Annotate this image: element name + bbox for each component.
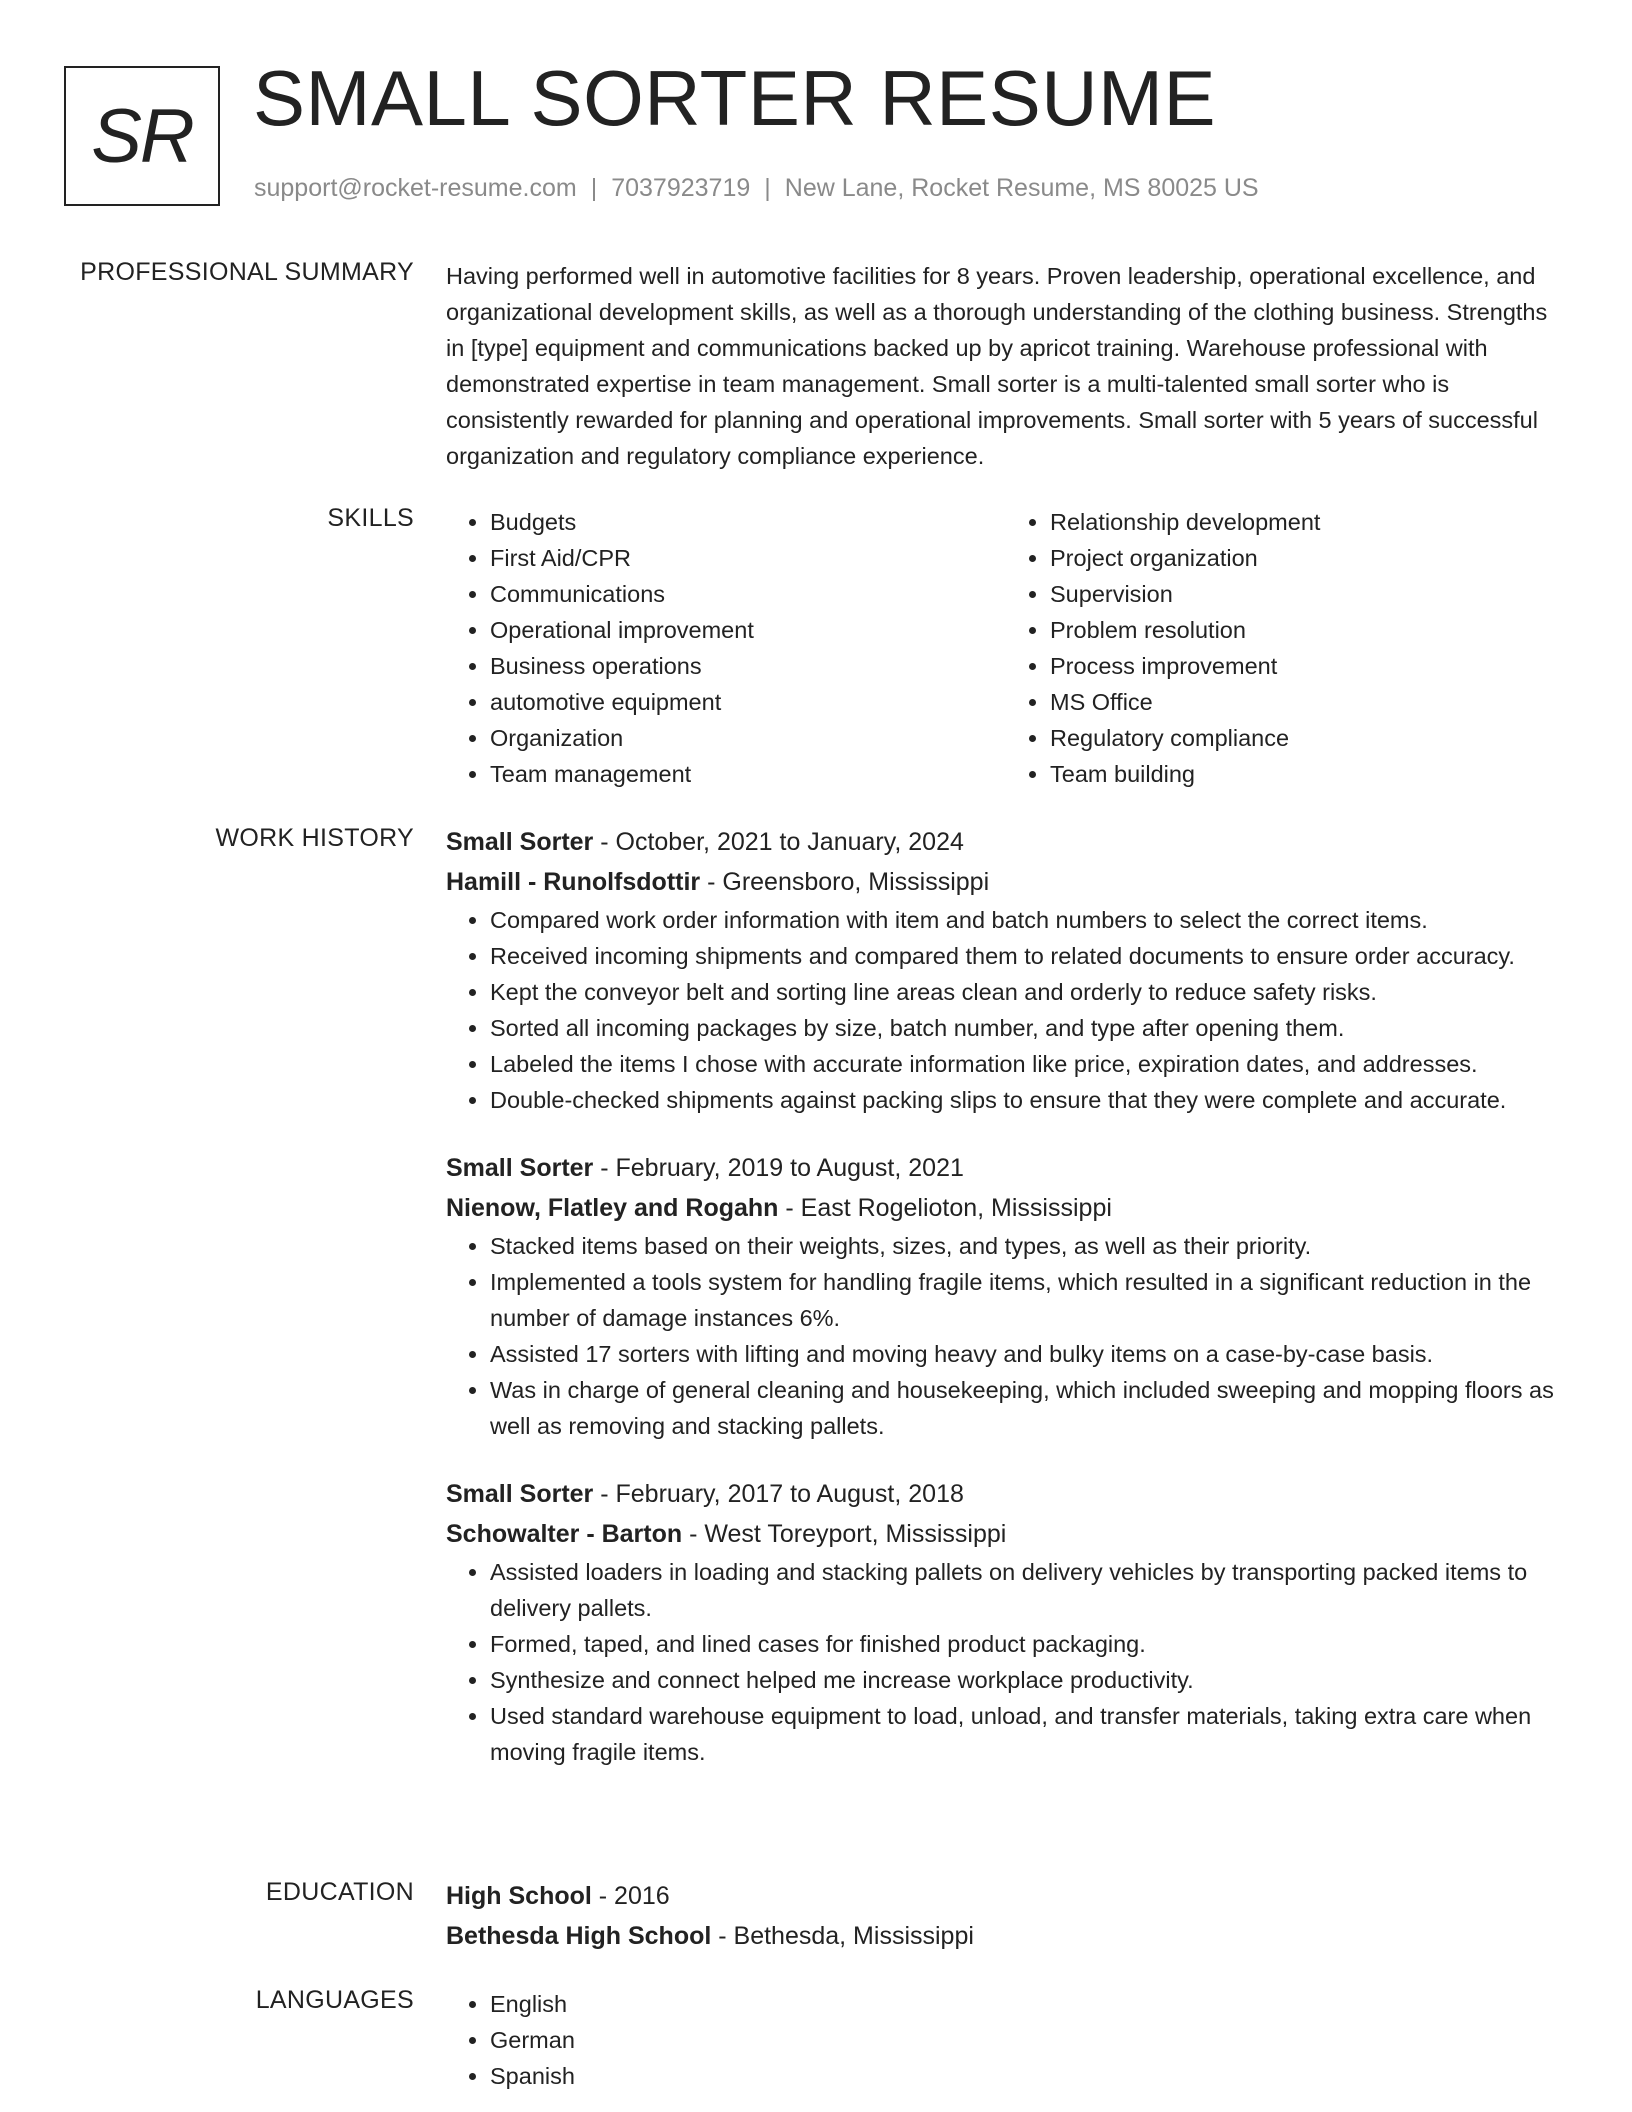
education-body	[446, 1876, 1566, 1956]
education-degree-line	[446, 1876, 1566, 1916]
job-dates: - October, 2021 to January, 2024	[593, 828, 964, 856]
summary-body	[446, 258, 1566, 474]
skill-item: • Business operations	[490, 648, 1006, 684]
languages-list	[446, 1986, 1566, 2094]
education-school-line	[446, 1916, 1566, 1956]
education-location: - Bethesda, Mississippi	[711, 1922, 974, 1950]
job-company-line	[446, 862, 1566, 902]
job-company: Hamill - Runolfsdottir	[446, 868, 701, 896]
job-bullet: • Kept the conveyor belt and sorting line areas clean and orderly to reduce safety risks.	[490, 974, 1566, 1010]
job-dates: - February, 2019 to August, 2021	[593, 1154, 964, 1182]
skill-item: • Project organization	[1050, 540, 1566, 576]
language-item: • English	[490, 1986, 1566, 2022]
skill-item: • Problem resolution	[1050, 612, 1566, 648]
contact-email: support@rocket-resume.com	[254, 174, 577, 202]
language-item: • German	[490, 2022, 1566, 2058]
skill-item: • Process improvement	[1050, 648, 1566, 684]
language-item: • Spanish	[490, 2058, 1566, 2094]
job-bullet: • Formed, taped, and lined cases for finished product packaging.	[490, 1626, 1566, 1662]
skills-body	[446, 504, 1566, 792]
skills-list-right	[1006, 504, 1566, 792]
section-label-skills: SKILLS	[327, 504, 414, 532]
skill-item: • Organization	[490, 720, 1006, 756]
job-bullet-list	[446, 1554, 1566, 1770]
job-title-line	[446, 822, 1566, 862]
summary-text: Having performed well in automotive facilities for 8 years. Proven leadership, operational excellence, and organizational development skills, as well as a thorough understanding of the clothing business. Strengths in [type] equipment and communications backed up by apricot training. Warehouse professional with demonstrated expertise in team management. Small sorter is a multi-talented small sorter who is consistently rewarded for planning and operational improvements. Small sorter with 5 years of successful organization and regulatory compliance experience.	[446, 263, 1548, 469]
job-bullet-list	[446, 1228, 1566, 1444]
job-bullet: • Assisted 17 sorters with lifting and moving heavy and bulky items on a case-by-case basis.	[490, 1336, 1566, 1372]
section-label-education: EDUCATION	[265, 1878, 414, 1906]
contact-separator: |	[764, 174, 771, 202]
education-year: - 2016	[591, 1882, 670, 1910]
job-entry	[446, 1148, 1566, 1444]
languages-body	[446, 1986, 1566, 2094]
job-location: - West Toreyport, Mississippi	[682, 1520, 1007, 1548]
education-degree: High School	[446, 1882, 592, 1910]
skill-item: • Communications	[490, 576, 1006, 612]
job-entry	[446, 1474, 1566, 1770]
job-entry	[446, 822, 1566, 1118]
job-title: Small Sorter	[446, 828, 594, 856]
job-bullet: • Assisted loaders in loading and stacking pallets on delivery vehicles by transporting packed items to delivery pallets.	[490, 1554, 1566, 1626]
section-label-languages: LANGUAGES	[255, 1986, 414, 2014]
job-company-line	[446, 1188, 1566, 1228]
skill-item: • Team building	[1050, 756, 1566, 792]
job-bullet: • Labeled the items I chose with accurate information like price, expiration dates, and addresses.	[490, 1046, 1566, 1082]
job-bullet: • Double-checked shipments against packing slips to ensure that they were complete and accurate.	[490, 1082, 1566, 1118]
job-company: Nienow, Flatley and Rogahn	[446, 1194, 779, 1222]
job-bullet: • Stacked items based on their weights, sizes, and types, as well as their priority.	[490, 1228, 1566, 1264]
job-bullet: • Compared work order information with item and batch numbers to select the correct items.	[490, 902, 1566, 938]
contact-address: New Lane, Rocket Resume, MS 80025 US	[784, 174, 1259, 202]
work-history-body	[446, 822, 1566, 1800]
job-title-line	[446, 1148, 1566, 1188]
job-bullet: • Received incoming shipments and compared them to related documents to ensure order accuracy.	[490, 938, 1566, 974]
job-bullet: • Used standard warehouse equipment to load, unload, and transfer materials, taking extra care when moving fragile items.	[490, 1698, 1566, 1770]
job-location: - East Rogelioton, Mississippi	[778, 1194, 1112, 1222]
contact-separator: |	[590, 174, 598, 202]
contact-phone: 7037923719	[611, 174, 751, 202]
monogram-badge: SR	[64, 66, 220, 206]
job-location: - Greensboro, Mississippi	[700, 868, 990, 896]
skills-list-left	[446, 504, 1006, 792]
skill-item: • Budgets	[490, 504, 1006, 540]
job-title: Small Sorter	[446, 1480, 594, 1508]
job-company: Schowalter - Barton	[446, 1520, 683, 1548]
job-bullet: • Sorted all incoming packages by size, batch number, and type after opening them.	[490, 1010, 1566, 1046]
resume-title: SMALL SORTER RESUME	[253, 54, 1217, 142]
job-bullet: • Synthesize and connect helped me increase workplace productivity.	[490, 1662, 1566, 1698]
contact-line	[254, 174, 1259, 203]
skill-item: • Regulatory compliance	[1050, 720, 1566, 756]
skill-item: • First Aid/CPR	[490, 540, 1006, 576]
skill-item: • Supervision	[1050, 576, 1566, 612]
education-school: Bethesda High School	[446, 1922, 712, 1950]
job-bullet: • Was in charge of general cleaning and housekeeping, which included sweeping and mopping floors as well as removing and stacking pallets.	[490, 1372, 1566, 1444]
skill-item: • Operational improvement	[490, 612, 1006, 648]
skill-item: • MS Office	[1050, 684, 1566, 720]
section-label-summary: PROFESSIONAL SUMMARY	[80, 258, 414, 286]
section-label-work: WORK HISTORY	[215, 824, 414, 852]
job-dates: - February, 2017 to August, 2018	[593, 1480, 964, 1508]
job-bullet-list	[446, 902, 1566, 1118]
job-bullet: • Implemented a tools system for handling fragile items, which resulted in a significant reduction in the number of damage instances 6%.	[490, 1264, 1566, 1336]
skill-item: • Team management	[490, 756, 1006, 792]
job-title-line	[446, 1474, 1566, 1514]
skill-item: • Relationship development	[1050, 504, 1566, 540]
skill-item: • automotive equipment	[490, 684, 1006, 720]
job-title: Small Sorter	[446, 1154, 594, 1182]
job-company-line	[446, 1514, 1566, 1554]
